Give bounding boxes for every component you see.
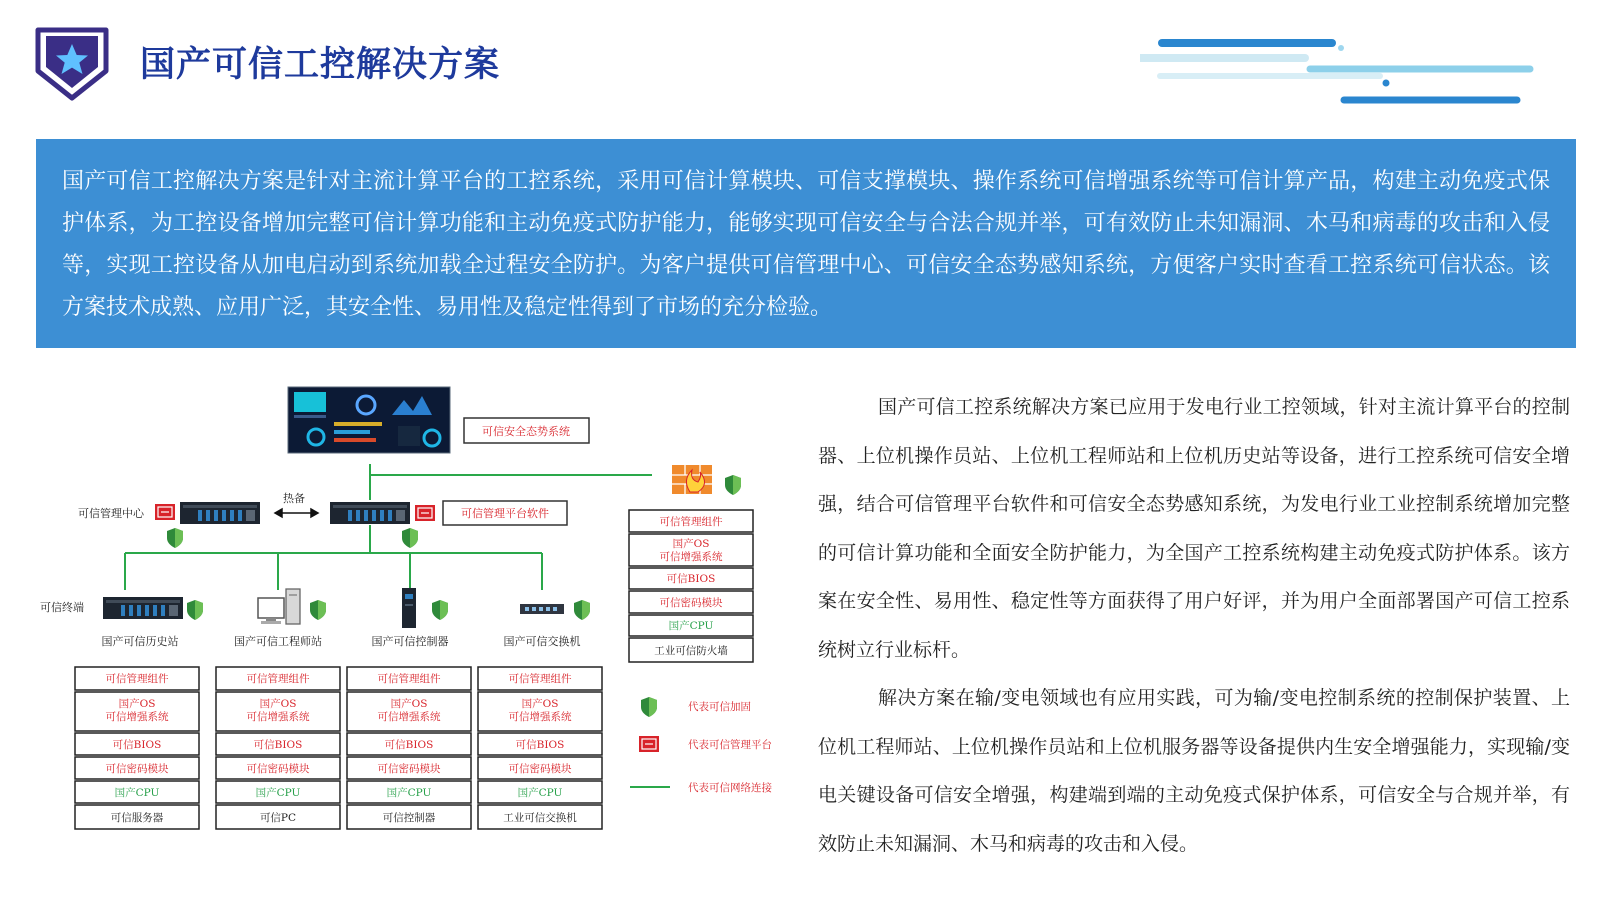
intro-text: 国产可信工控解决方案是针对主流计算平台的工控系统，采用可信计算模块、可信支撑模块、操作系统可信增强系统等可信计算产品，构建主动免疫式保护体系，为工控设备增加完整可信计算功能和主动免疫式防护能力，能够实现可信安全与合法合规并举，可有效防止未知漏洞、木马和病毒的攻击和入侵等，实现工控设备从加电启动到系统加载全过程安全防护。为客户提供可信管理中心、可信安全态势感知系统，方便客户实时查看工控系统可信状态。该方案技术成熟、应用广泛，其安全性、易用性及稳定性得到了市场的充分检验。 <box>62 169 1550 320</box>
stack-item: 可信管理组件 <box>105 673 169 685</box>
stack-item: 国产CPU <box>668 620 714 632</box>
hot-standby-arrow <box>275 509 318 517</box>
mgmt-center-label: 可信管理中心 <box>78 507 144 520</box>
stack-item: 国产CPU <box>517 787 563 799</box>
shield-icon <box>725 475 741 495</box>
switch-icon <box>520 604 564 614</box>
stack-item: 国产OS <box>521 698 559 710</box>
mgmt-platform-label: 可信管理平台软件 <box>461 507 549 520</box>
stack-item: 可信控制器 <box>382 812 436 824</box>
controller-icon <box>402 588 416 628</box>
stack-item: 可信管理组件 <box>508 673 572 685</box>
stack-item: 国产CPU <box>255 787 301 799</box>
device-stack <box>347 667 471 829</box>
stack-item: 国产OS <box>672 538 710 550</box>
pc-icon <box>258 589 300 624</box>
stack-item: 可信增强系统 <box>659 551 723 563</box>
stack-item: 可信增强系统 <box>508 711 572 723</box>
device-name: 国产可信交换机 <box>503 635 581 648</box>
body-paragraph-1: 国产可信工控系统解决方案已应用于发电行业工控领域，针对主流计算平台的控制器、上位机操作员站、上位机工程师站和上位机历史站等设备，进行工控系统可信安全增强，结合可信管理平台软件和可信安全态势感知系统，为发电行业工业控制系统增加完整的可信计算功能和全面安全防护能力，为全国产工控系统构建主动免疫式防护体系。该方案在安全性、易用性、稳定性等方面获得了用户好评，并为用户全面部署国产可信工控系统树立行业标杆。 <box>818 396 1570 661</box>
stack-item: 可信管理组件 <box>659 516 723 528</box>
stack-item: 国产OS <box>118 698 156 710</box>
body-text <box>818 383 1570 868</box>
stack-item: 可信增强系统 <box>377 711 441 723</box>
history-server-icon <box>103 597 183 619</box>
mgmt-server-primary <box>180 502 260 524</box>
stack-item: 可信密码模块 <box>508 763 572 775</box>
stack-item: 可信密码模块 <box>246 763 310 775</box>
stack-item: 国产CPU <box>114 787 160 799</box>
stack-item: 国产OS <box>390 698 428 710</box>
platform-badge-icon <box>155 504 175 520</box>
stack-item: 可信管理组件 <box>246 673 310 685</box>
intro-box <box>36 139 1576 348</box>
legend-label: 代表可信加固 <box>688 701 751 713</box>
stack-item: 工业可信交换机 <box>503 812 577 824</box>
stack-item: 可信增强系统 <box>246 711 310 723</box>
page-title: 国产可信工控解决方案 <box>140 45 501 85</box>
terminal-label: 可信终端 <box>40 601 84 614</box>
shield-icon <box>574 600 590 620</box>
body-paragraph-2: 解决方案在输/变电领域也有应用实践，可为输/变电控制系统的控制保护装置、上位机工程师站、上位机操作员站和上位机服务器等设备提供内生安全增强能力，实现输/变电关键设备可信安全增强，构建端到端的主动免疫式保护体系，可信安全与合规并举，有效防止未知漏洞、木马和病毒的攻击和入侵。 <box>818 687 1570 855</box>
stack-item: 可信BIOS <box>112 739 162 751</box>
device-stack <box>216 667 340 829</box>
shield-icon <box>402 528 418 548</box>
stack-item: 可信增强系统 <box>105 711 169 723</box>
device-name: 国产可信控制器 <box>371 635 449 648</box>
network-lines <box>125 464 652 590</box>
device-stack <box>75 667 199 829</box>
legend-label: 代表可信管理平台 <box>688 739 772 751</box>
situation-dashboard <box>288 387 450 453</box>
device-name: 国产可信工程师站 <box>234 635 322 648</box>
shield-icon <box>641 697 657 717</box>
device-stack <box>478 667 602 829</box>
stack-item: 国产OS <box>259 698 297 710</box>
platform-badge-icon <box>639 736 659 752</box>
stack-item: 国产CPU <box>386 787 432 799</box>
shield-icon <box>432 600 448 620</box>
legend <box>630 697 772 794</box>
stack-item: 可信密码模块 <box>659 597 723 609</box>
stack-item: 可信密码模块 <box>105 763 169 775</box>
stack-item: 工业可信防火墙 <box>654 645 728 657</box>
stack-item: 可信PC <box>259 812 297 824</box>
firewall-stack <box>629 510 753 662</box>
mgmt-server-standby <box>330 502 410 524</box>
stack-item: 可信服务器 <box>110 812 164 824</box>
stack-item: 可信BIOS <box>515 739 565 751</box>
situation-system-label: 可信安全态势系统 <box>482 425 570 438</box>
legend-label: 代表可信网络连接 <box>688 782 772 794</box>
firewall-icon <box>672 465 712 494</box>
architecture-diagram <box>30 380 820 855</box>
shield-icon <box>187 600 203 620</box>
star-shield-icon <box>34 27 110 101</box>
stack-item: 可信BIOS <box>666 573 716 585</box>
stack-item: 可信BIOS <box>384 739 434 751</box>
shield-icon <box>310 600 326 620</box>
stack-item: 可信密码模块 <box>377 763 441 775</box>
shield-icon <box>167 528 183 548</box>
stack-item: 可信管理组件 <box>377 673 441 685</box>
decorative-lines <box>1140 34 1580 114</box>
hot-standby-label: 热备 <box>283 492 305 505</box>
device-name: 国产可信历史站 <box>101 635 179 648</box>
stack-item: 可信BIOS <box>253 739 303 751</box>
platform-badge-icon <box>415 505 435 521</box>
